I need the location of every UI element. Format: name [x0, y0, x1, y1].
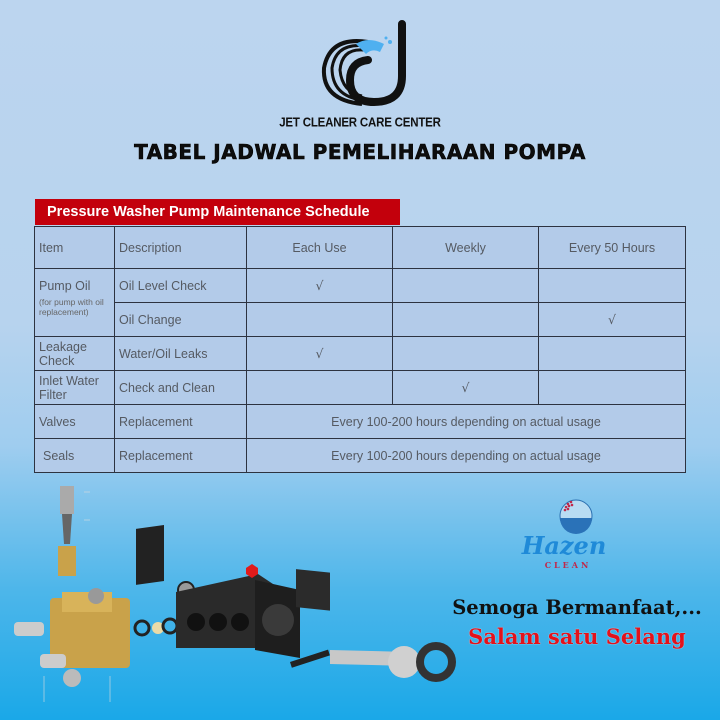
weekly-check: [393, 337, 539, 371]
table-row: [35, 405, 686, 439]
hazen-clean-logo-icon: [512, 496, 622, 574]
page-title: TABEL JADWAL PEMELIHARAAN POMPA: [134, 140, 586, 164]
col-header-item: Item: [35, 227, 115, 269]
table-row: [35, 303, 686, 337]
col-header-each-use: Each Use: [247, 227, 393, 269]
brand-name: JET CLEANER CARE CENTER: [279, 116, 441, 130]
item-cell: Inlet Water Filter: [35, 371, 115, 405]
every-50-hours-check: [539, 269, 686, 303]
each-use-check: [247, 371, 393, 405]
weekly-check: √: [393, 371, 539, 405]
every-50-hours-check: √: [539, 303, 686, 337]
weekly-check: [393, 303, 539, 337]
svg-text:CLEAN: CLEAN: [544, 560, 592, 570]
weekly-check: [393, 269, 539, 303]
interval-cell: Every 100-200 hours depending on actual usage: [247, 439, 686, 473]
jet-cleaner-logo-icon: [310, 18, 420, 110]
svg-text:Hazen: Hazen: [521, 531, 607, 560]
closing-message: Semoga Bermanfaat,...: [452, 596, 702, 619]
col-header-description: Description: [115, 227, 247, 269]
item-label: Pump Oil: [39, 279, 91, 293]
description-cell: Check and Clean: [115, 371, 247, 405]
table-row: [35, 269, 686, 303]
description-cell: Water/Oil Leaks: [115, 337, 247, 371]
description-cell: Oil Level Check: [115, 269, 247, 303]
table-row: [35, 439, 686, 473]
item-cell: Seals: [35, 439, 115, 473]
description-cell: Replacement: [115, 439, 247, 473]
maintenance-schedule-table: [34, 226, 686, 473]
every-50-hours-check: [539, 371, 686, 405]
table-row: [35, 337, 686, 371]
table-header-row: [35, 227, 686, 269]
every-50-hours-check: [539, 337, 686, 371]
each-use-check: [247, 303, 393, 337]
each-use-check: √: [247, 337, 393, 371]
item-cell: Valves: [35, 405, 115, 439]
table-title: Pressure Washer Pump Maintenance Schedule: [35, 199, 400, 225]
interval-cell: Every 100-200 hours depending on actual usage: [247, 405, 686, 439]
description-cell: Oil Change: [115, 303, 247, 337]
each-use-check: √: [247, 269, 393, 303]
closing-greeting: Salam satu Selang: [468, 624, 686, 649]
col-header-every-50-hours: Every 50 Hours: [539, 227, 686, 269]
description-cell: Replacement: [115, 405, 247, 439]
pump-exploded-diagram: [0, 480, 470, 720]
table-row: [35, 371, 686, 405]
item-cell: Leakage Check: [35, 337, 115, 371]
col-header-weekly: Weekly: [393, 227, 539, 269]
item-note: (for pump with oil replacement): [39, 297, 104, 317]
item-cell: [35, 269, 115, 337]
